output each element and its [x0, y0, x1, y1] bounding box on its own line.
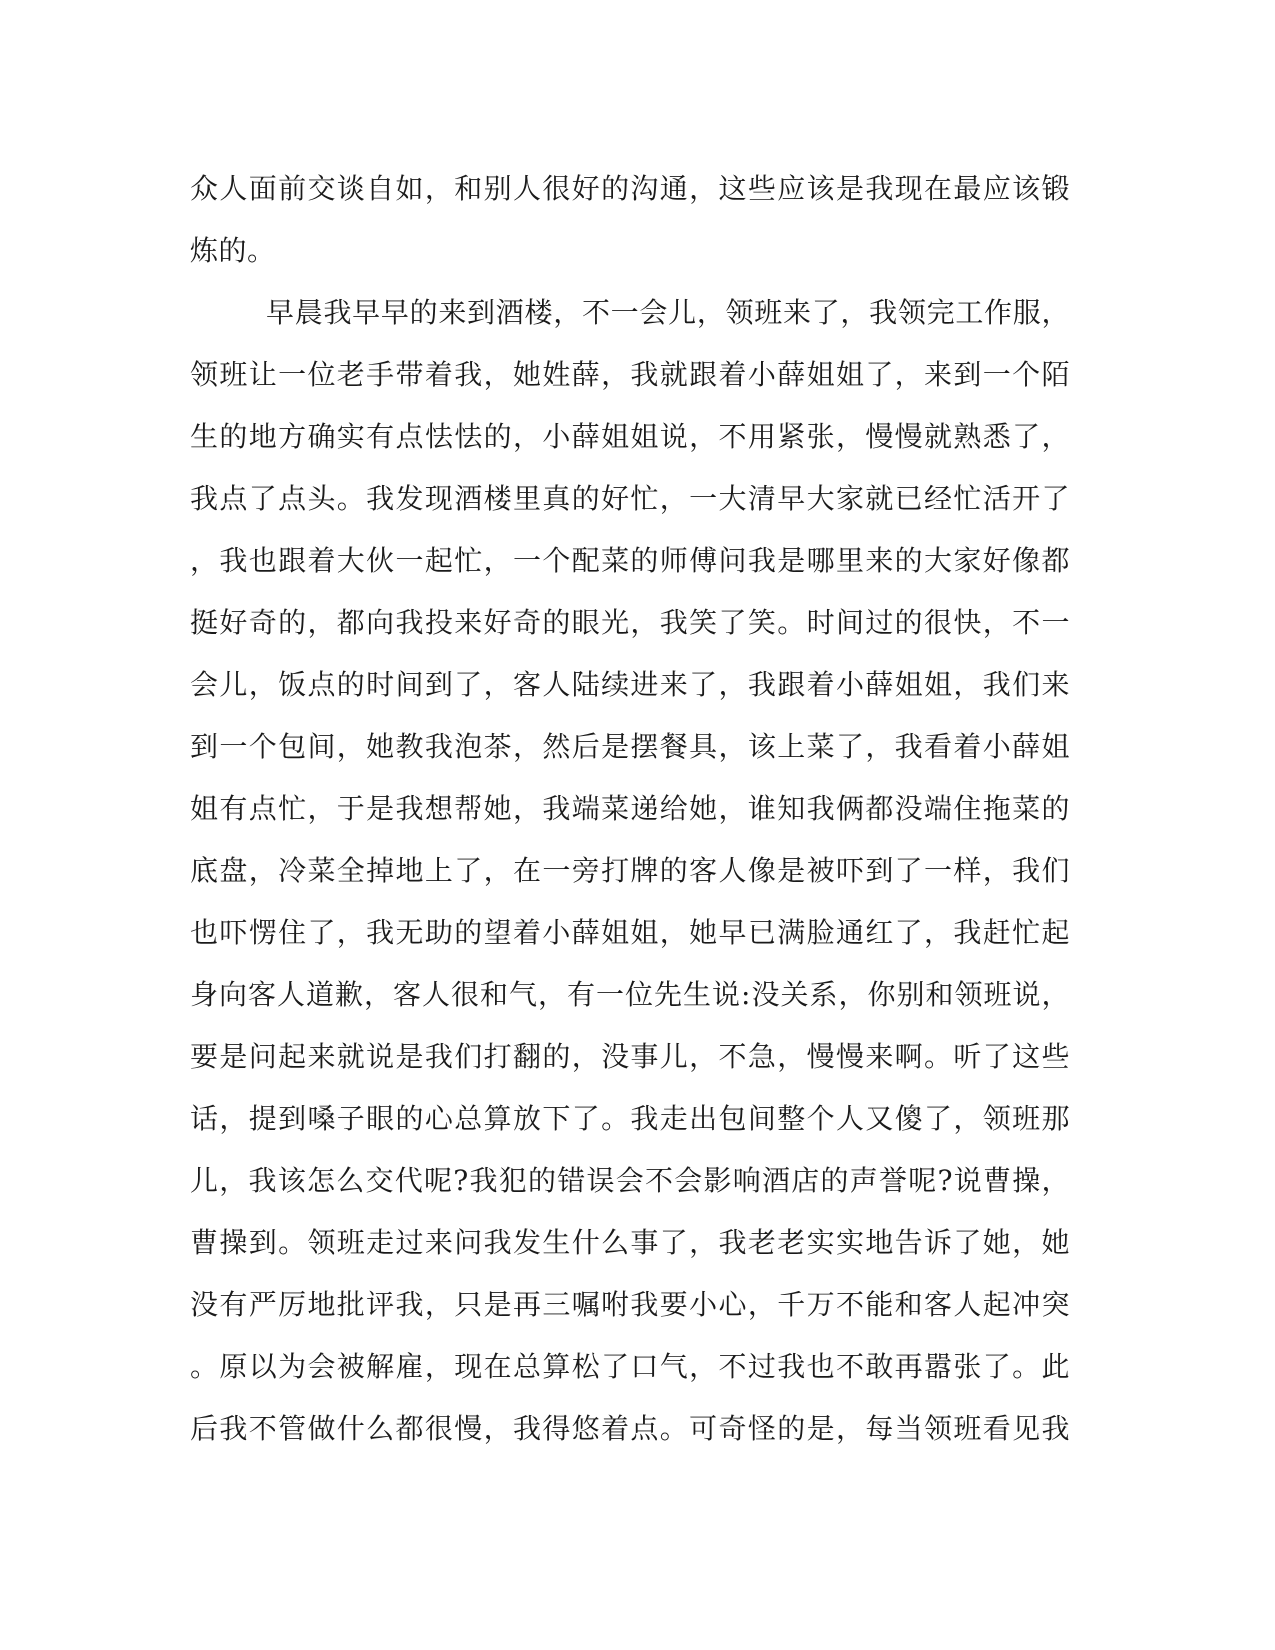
- paragraph-start-line: 早晨我早早的来到酒楼，不一会儿，领班来了，我领完工作服，: [266, 296, 1070, 329]
- text-line: 没有严厉地批评我，只是再三嘱咐我要小心，千万不能和客人起冲突: [190, 1288, 1070, 1321]
- text-line: 生的地方确实有点怯怯的，小薛姐姐说，不用紧张，慢慢就熟悉了，: [190, 420, 1070, 453]
- text-line: 身向客人道歉，客人很和气，有一位先生说:没关系，你别和领班说，: [190, 978, 1070, 1011]
- text-line: 炼的。: [190, 234, 276, 267]
- text-line: 后我不管做什么都很慢，我得悠着点。可奇怪的是，每当领班看见我: [190, 1412, 1070, 1445]
- text-line: 也吓愣住了，我无助的望着小薛姐姐，她早已满脸通红了，我赶忙起: [190, 916, 1070, 949]
- body-text: [190, 158, 1070, 1460]
- text-line: 会儿，饭点的时间到了，客人陆续进来了，我跟着小薛姐姐，我们来: [190, 668, 1070, 701]
- text-line: 曹操到。领班走过来问我发生什么事了，我老老实实地告诉了她，她: [190, 1226, 1070, 1259]
- text-line: 众人面前交谈自如，和别人很好的沟通，这些应该是我现在最应该锻: [190, 172, 1070, 205]
- text-line: 我点了点头。我发现酒楼里真的好忙，一大清早大家就已经忙活开了: [190, 482, 1070, 515]
- text-line: 要是问起来就说是我们打翻的，没事儿，不急，慢慢来啊。听了这些: [190, 1040, 1070, 1073]
- text-line: 。原以为会被解雇，现在总算松了口气，不过我也不敢再嚣张了。此: [190, 1350, 1070, 1383]
- text-line: 儿，我该怎么交代呢?我犯的错误会不会影响酒店的声誉呢?说曹操，: [190, 1164, 1070, 1197]
- text-line: ，我也跟着大伙一起忙，一个配菜的师傅问我是哪里来的大家好像都: [190, 544, 1070, 577]
- text-line: 底盘，冷菜全掉地上了，在一旁打牌的客人像是被吓到了一样，我们: [190, 854, 1070, 887]
- text-line: 话，提到嗓子眼的心总算放下了。我走出包间整个人又傻了，领班那: [190, 1102, 1070, 1135]
- text-line: 挺好奇的，都向我投来好奇的眼光，我笑了笑。时间过的很快，不一: [190, 606, 1070, 639]
- text-line: 领班让一位老手带着我，她姓薛，我就跟着小薛姐姐了，来到一个陌: [190, 358, 1070, 391]
- text-line: 姐有点忙，于是我想帮她，我端菜递给她，谁知我俩都没端住拖菜的: [190, 792, 1070, 825]
- text-line: 到一个包间，她教我泡茶，然后是摆餐具，该上菜了，我看着小薛姐: [190, 730, 1070, 763]
